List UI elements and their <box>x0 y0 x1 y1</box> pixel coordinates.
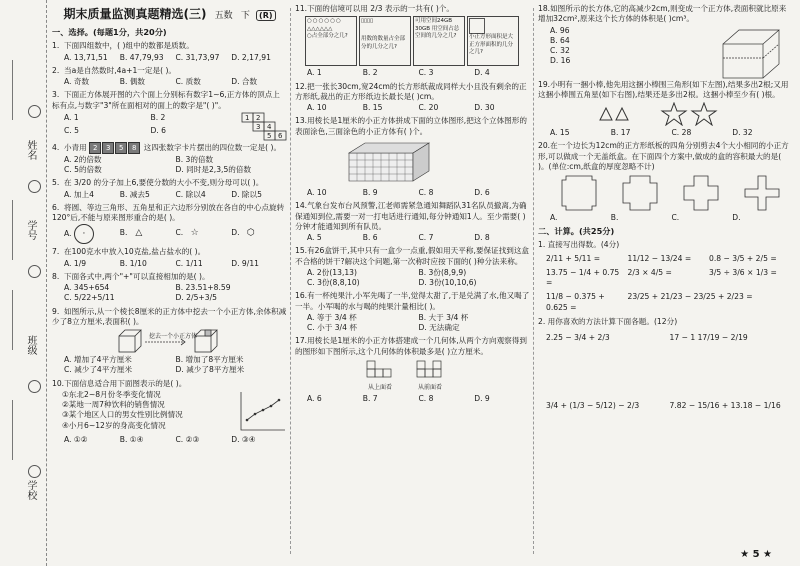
option[interactable]: B. 9 <box>362 188 378 197</box>
question-17: 17.用棱长是1厘米的小正方体搭建成一个几何体,从两个方向观察得到的图形如下图所示,这个几何体的体积最多是( )立方厘米。 <box>295 336 527 356</box>
options-1 <box>64 53 287 63</box>
option[interactable]: D. ③④ <box>231 434 256 444</box>
cube-stack-figure <box>345 139 435 183</box>
name-label: 姓名 <box>25 140 36 160</box>
options-4 <box>64 155 287 176</box>
option[interactable]: A. 1/9 <box>64 258 87 268</box>
options-14 <box>307 233 530 243</box>
term-label: 下 <box>240 11 250 21</box>
option[interactable]: B. 6 <box>362 233 378 242</box>
q11-pictures <box>305 16 530 66</box>
question-1: 1. 下面四组数中，( )组中的数都是质数。 <box>52 41 194 51</box>
option[interactable]: D. 8 <box>474 233 490 242</box>
box-plan-figure <box>560 174 598 212</box>
id-label: 学号 <box>25 220 36 240</box>
option[interactable]: C. 7 <box>418 233 434 242</box>
option[interactable]: D. 2/5+3/5 <box>175 293 217 303</box>
options-17 <box>307 394 530 404</box>
option[interactable]: C. 除以4 <box>175 189 206 199</box>
section-heading: 二、计算。(共25分) <box>538 226 615 237</box>
option[interactable]: B. 大于 3/4 杯 <box>418 312 469 322</box>
q10-body <box>52 390 287 434</box>
margin-line <box>12 60 13 120</box>
calc-item: 11/8 − 0.375 + 0.625 = <box>546 292 605 312</box>
options-12 <box>307 103 530 113</box>
net-label: 4 <box>267 122 272 131</box>
option[interactable]: C. 质数 <box>175 77 201 86</box>
question-10: 10.下面信息适合用下面图表示的是( )。 <box>52 378 187 388</box>
calc-row <box>546 292 793 313</box>
punch-hole <box>28 265 41 278</box>
circle-icon: · <box>74 224 94 244</box>
option[interactable]: A. 6 <box>307 393 322 403</box>
punch-hole <box>28 380 41 393</box>
option[interactable]: D. 6 <box>150 125 167 135</box>
options-9 <box>64 355 287 376</box>
option[interactable]: D. 9/11 <box>231 258 259 268</box>
option[interactable]: A. · <box>64 224 120 244</box>
calc-row <box>546 401 793 411</box>
option[interactable]: A. 10 <box>307 188 327 197</box>
picture-card: 可用空间24GB 30GB 用空间占总空间的几分之几? <box>413 16 465 66</box>
option[interactable]: D. 无法确定 <box>418 323 460 332</box>
option[interactable]: B. 23.51+8.59 <box>175 283 231 292</box>
top-view-figure <box>365 359 395 381</box>
option[interactable]: A. ①② <box>64 434 88 444</box>
option[interactable]: D. 2,17,91 <box>231 52 271 62</box>
option[interactable]: C. 3 <box>418 68 434 78</box>
options-7 <box>64 259 287 269</box>
option[interactable]: A. 345+654 <box>64 283 110 292</box>
option[interactable]: A. 1 <box>64 112 79 122</box>
title-text: 期末质量监测真题精选(三) <box>63 7 207 21</box>
option[interactable]: A. 奇数 <box>64 77 90 86</box>
option[interactable]: B. ①④ <box>119 434 144 444</box>
digit-card: 8 <box>128 142 140 154</box>
cube-net-figure <box>241 112 287 142</box>
option[interactable]: A. 2的倍数 <box>64 154 102 164</box>
option[interactable]: D. <box>732 213 741 222</box>
calc-item: 0.8 − 3/5 + 2/5 = <box>709 253 777 263</box>
cube-removal-figure <box>115 328 225 354</box>
options-20 <box>550 213 793 223</box>
option[interactable]: C. 28 <box>671 128 692 137</box>
net-label: 1 <box>245 113 250 122</box>
question-20: 20.在一个边长为12cm的正方形纸板的四角分别剪去4个大小相同的小正方形,可以做成一个无盖纸盒。在下面四个方案中,做成的盒的容积最大的是( )。(单位:cm,纸盒的厚度忽略不计) <box>538 141 789 171</box>
option[interactable]: A. 13,71,51 <box>64 52 108 62</box>
q9-figure <box>52 328 287 354</box>
option[interactable]: A. 15 <box>550 128 570 137</box>
option[interactable]: B. 15 <box>362 103 383 112</box>
option[interactable]: A. 10 <box>307 103 327 112</box>
info-item: ②某地一周7种饮料的销售情况 <box>62 400 165 409</box>
figure-caption: 挖去一个小正方体 <box>148 333 197 340</box>
option[interactable]: A. 96 <box>550 25 570 35</box>
picture-card: 小正方形面积是大正方形面积的几分之几? <box>467 16 519 66</box>
options-11 <box>307 68 530 78</box>
punch-hole <box>28 465 41 478</box>
options-15 <box>307 268 530 289</box>
calc-item: 2.25 − 3/4 + 2/3 <box>546 333 610 343</box>
question-3: 3. 下面正方体展开图的六个面上分别标有数字1~6,正方体的顶点上标有点,与数字"3"所在面相对的面上的数字是"( )"。 <box>52 90 280 110</box>
option[interactable]: C. 5的倍数 <box>64 165 102 174</box>
option[interactable]: C. 减少了4平方厘米 <box>64 365 133 375</box>
page-title <box>52 6 287 22</box>
calc-item: 2/11 + 5/11 = <box>546 253 601 263</box>
net-label: 3 <box>256 122 261 131</box>
options-13 <box>307 188 530 198</box>
options-16 <box>307 313 530 334</box>
star-icon: ☆ <box>190 228 199 239</box>
binding-margin <box>0 0 47 566</box>
info-item: ①东北2~8月份冬季变化情况 <box>62 389 161 399</box>
option[interactable]: A. 5 <box>307 233 322 242</box>
option[interactable]: C. ☆ <box>176 224 232 244</box>
q20-figures <box>548 174 793 212</box>
q3-body <box>52 112 287 142</box>
q13-figure <box>345 139 530 186</box>
star-sticks-figure <box>660 102 720 126</box>
line-chart-figure <box>237 390 287 434</box>
calc-item: 17 − 1 17/19 − 2/19 <box>669 333 748 343</box>
options-2 <box>64 77 287 87</box>
digit-card: 3 <box>102 142 114 154</box>
option[interactable]: D. 减少了8平方厘米 <box>175 365 245 375</box>
option[interactable]: C. 5/22+5/11 <box>64 293 115 303</box>
net-label: 2 <box>256 113 261 122</box>
question-18: 18.如图所示的长方体,它的高减少2cm,则变成一个正方体,表面积就比原来增加32cm²,原来这个长方体的体积是( )cm³。 <box>538 4 787 24</box>
section-heading: 一、选择。(每题1分，共20分) <box>52 27 167 38</box>
box-plan-figure <box>621 174 659 212</box>
option[interactable]: D. 3份(10,10,6) <box>418 278 477 287</box>
column-3 <box>538 4 793 556</box>
q10-items <box>52 390 237 434</box>
option[interactable]: B. 增加了8平方厘米 <box>175 355 244 364</box>
option[interactable]: B. 64 <box>550 35 570 45</box>
info-item: ④小月6~12岁的身高变化情况 <box>62 420 166 430</box>
option[interactable]: B. 2 <box>150 112 166 122</box>
option[interactable]: C. 31,73,97 <box>175 52 220 62</box>
option[interactable]: C. 8 <box>418 188 434 197</box>
question-12: 12.把一张长30cm,宽24cm的长方形纸裁成同样大小且没有剩余的正方形纸,裁出的正方形纸边长最长是( )cm。 <box>295 81 527 101</box>
option[interactable]: B. △ <box>120 224 176 244</box>
cuboid-figure <box>713 26 793 80</box>
q17-views <box>365 359 530 392</box>
option[interactable]: A. 等于 3/4 杯 <box>307 312 357 322</box>
school-label: 学校 <box>25 480 36 500</box>
option[interactable]: B. 7 <box>362 393 378 403</box>
calc-2-title: 2. 用你喜欢的方法计算下面各题。(12分) <box>538 316 678 326</box>
punch-hole <box>28 180 41 193</box>
calc-item: 3/4 + (1/3 − 5/12) − 2/3 <box>546 401 640 411</box>
digit-card: 5 <box>115 142 127 154</box>
option[interactable]: B. <box>610 213 619 222</box>
triangle-icon: △ <box>135 228 143 239</box>
triangle-sticks-figure <box>598 102 638 122</box>
option[interactable]: C. 小于 3/4 杯 <box>307 323 357 332</box>
calc-item: 13.75 − 1/4 + 0.75 = <box>546 267 620 288</box>
options-10 <box>64 435 287 445</box>
class-label: 班级 <box>25 335 36 355</box>
edition-badge: (R) <box>256 10 275 21</box>
question-11: 11.下面的信境可以用 2/3 表示的一共有( )个。 <box>295 4 454 13</box>
option[interactable]: B. 3份(8,9,9) <box>418 267 467 277</box>
question-16: 16.有一杯纯果汁,小军先喝了一半,觉得太甜了,于是兑满了水,他又喝了一半。小军喝的水与喝的纯果汁量相比( )。 <box>295 291 530 311</box>
option[interactable]: B. 3的倍数 <box>175 154 214 164</box>
option[interactable]: B. 2 <box>362 68 378 78</box>
margin-line <box>12 400 13 460</box>
box-plan-figure <box>682 174 720 212</box>
question-9: 9. 如图所示,从一个棱长8厘米的正方体中挖去一个小正方体,余体积减少了8立方厘米,表面积( )。 <box>52 306 287 326</box>
option[interactable]: B. 偶数 <box>119 77 145 86</box>
column-divider <box>533 8 534 554</box>
question-14: 14.气象台发布台风预警,江老师需紧急通知舞蹈队31名队员撤离,为确保通知到位,需要一对一打电话进行通知,每分钟通知1人。至少需要( )分钟才能通知到所有队员。 <box>295 201 527 231</box>
calc-item: 3/5 ÷ 3/6 × 1/3 = <box>709 267 777 277</box>
options-19 <box>550 128 793 138</box>
option[interactable]: C. 5 <box>64 125 79 135</box>
digit-card: 2 <box>89 142 101 154</box>
picture-card: ▯▯▯▯ 用数的数量占全部分的几分之几? <box>359 16 411 66</box>
info-item: ③某个地区人口的男女性别比例情况 <box>62 410 183 420</box>
calc-row <box>546 254 793 264</box>
page-number: ★ 5 ★ <box>740 549 772 560</box>
option[interactable]: D. 9 <box>474 393 490 403</box>
option[interactable]: C. 8 <box>418 393 434 403</box>
option[interactable]: D. 6 <box>474 188 490 197</box>
subject-label: 五数 <box>214 11 233 21</box>
option[interactable]: C. 3份(8,8,10) <box>307 278 360 287</box>
column-2 <box>295 4 530 556</box>
box-plan-figure <box>743 174 781 212</box>
option[interactable]: B. 17 <box>610 128 631 137</box>
options-18 <box>550 26 713 80</box>
column-1 <box>52 4 287 556</box>
option[interactable]: A. 1 <box>307 68 322 78</box>
option[interactable]: C. <box>671 213 680 222</box>
option[interactable]: D. 32 <box>732 128 753 137</box>
front-view-figure <box>415 359 445 381</box>
question-5: 5. 在 3/20 的分子加上6,要使分数的大小不变,则分母可以( )。 <box>52 178 264 188</box>
option[interactable]: C. ②③ <box>175 434 200 444</box>
calc-item: 11/12 − 13/24 = <box>627 253 692 263</box>
option[interactable]: D. 16 <box>550 56 571 66</box>
options-6 <box>64 224 287 244</box>
column-divider <box>290 8 291 554</box>
net-label: 5 <box>267 131 272 140</box>
option[interactable]: C. 32 <box>550 46 570 55</box>
option[interactable]: B. 47,79,93 <box>119 52 164 62</box>
calc-item: 2/3 × 4/5 = <box>627 267 672 277</box>
option[interactable]: B. 1/10 <box>119 258 147 268</box>
hexagon-icon: ⬡ <box>247 228 255 239</box>
option[interactable]: D. 30 <box>474 103 495 112</box>
punch-hole <box>28 105 41 118</box>
option[interactable]: A. <box>550 213 558 222</box>
question-19: 19.小明有一捆小棒,他先用这捆小棒围三角形(如下左图),结果多出2根;又用这捆小棒围五角星(如下右图),结果还是多出2根。这捆小棒至少有( )根。 <box>538 79 789 99</box>
option[interactable]: D. 同时是2,3,5的倍数 <box>175 165 252 174</box>
calc-item: 7.82 − 15/16 + 13.18 − 1/16 <box>669 401 781 411</box>
option[interactable]: C. 20 <box>418 103 439 112</box>
question-6: 6. 将圆、等边三角形、五角星和正六边形分别放在各自的中心点旋转120°后,不能与原来图形重合的是( )。 <box>52 202 285 222</box>
option[interactable]: D. 除以5 <box>231 189 262 199</box>
question-13: 13.用棱长是1厘米的小正方体拼成下面的立体图形,把这个立体图形的表面涂色,三面涂色的小正方体有( )个。 <box>295 116 527 136</box>
question-4: 4. 小青用 2 3 5 8 这四张数字卡片摆出的四位数一定是( )。 <box>52 142 282 152</box>
options-8 <box>64 283 287 304</box>
options-3 <box>64 113 237 139</box>
option[interactable]: A. 2份(13,13) <box>307 267 357 277</box>
option[interactable]: A. 加上4 <box>64 189 94 199</box>
question-15: 15.有26盒饼干,其中只有一盒少一点重,假如用天平称,要保证找到这盒不合格的饼干?解决这个问题,第一次称时应按下面的( )种分法来称。 <box>295 246 530 266</box>
picture-card: ○○○○○○ △△△△△△ ○占全部分之几? <box>305 16 357 66</box>
calc-row <box>546 333 793 343</box>
calc-row <box>546 268 793 289</box>
option[interactable]: D. ⬡ <box>231 224 287 244</box>
question-7: 7. 在100克水中放入10克盐,盐占盐水的( )。 <box>52 247 206 257</box>
options-5 <box>64 190 287 200</box>
top-view: 从上面看 <box>365 359 395 392</box>
option[interactable]: D. 4 <box>474 68 490 78</box>
option[interactable]: C. 1/11 <box>175 258 203 268</box>
q19-figures <box>598 102 793 126</box>
option[interactable]: B. 减去5 <box>119 189 150 199</box>
q18-body <box>538 26 793 80</box>
question-8: 8. 下面各式中,两个"+"可以直接相加的是( )。 <box>52 271 210 281</box>
calc-1-title: 1. 直接写出得数。(4分) <box>538 240 620 250</box>
question-2: 2. 当a是自然数时,4a+1一定是( )。 <box>52 65 177 75</box>
option[interactable]: A. 增加了4平方厘米 <box>64 355 132 364</box>
option[interactable]: D. 合数 <box>231 77 258 86</box>
net-label: 6 <box>278 131 283 140</box>
calc-item: 23/25 + 21/23 − 23/25 + 2/23 = <box>627 292 753 302</box>
front-view: 从前面看 <box>415 359 445 392</box>
